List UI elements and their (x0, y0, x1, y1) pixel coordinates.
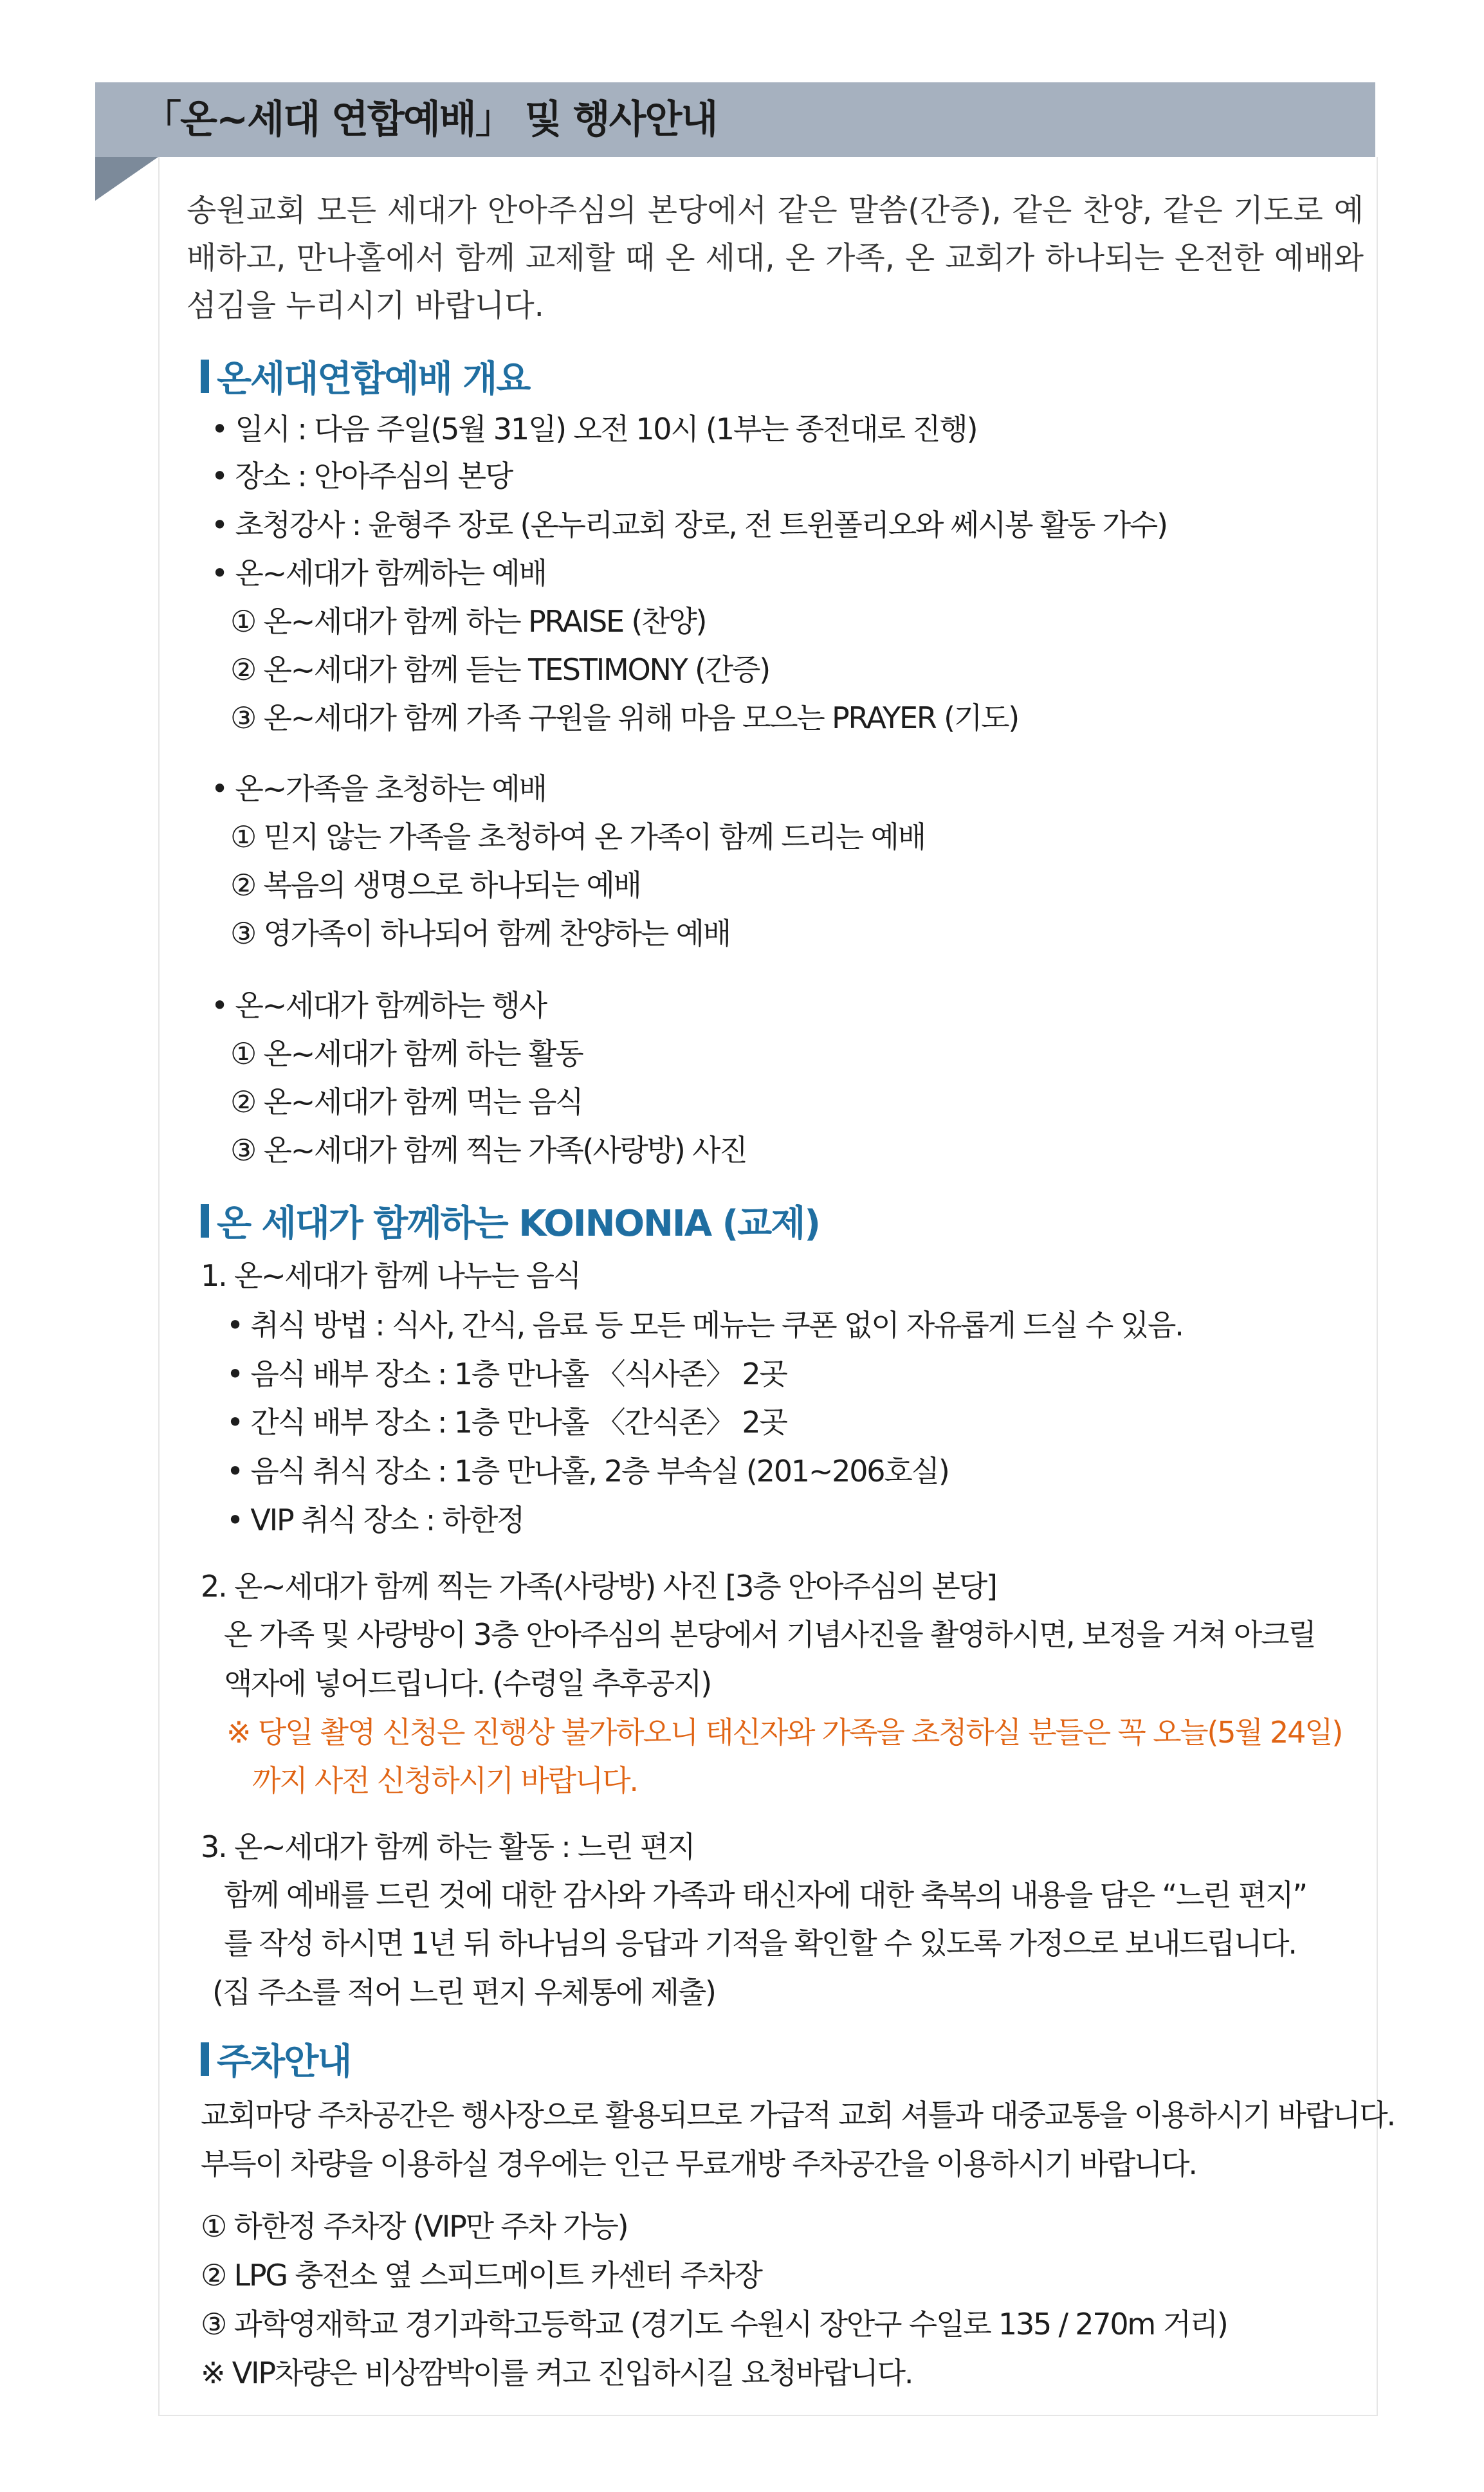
list-item: • 음식 배부 장소 : 1층 만나홀 〈식사존〉 2곳 (226, 1357, 787, 1391)
list-item: • 일시 : 다음 주일(5월 31일) 오전 10시 (1부는 종전대로 진행) (211, 412, 977, 446)
list-item: • VIP 취식 장소 : 하한정 (226, 1503, 524, 1537)
list-item: ※ VIP차량은 비상깜박이를 켜고 진입하시길 요청바랍니다. (201, 2356, 913, 2390)
list-item: • 취식 방법 : 식사, 간식, 음료 등 모든 메뉴는 쿠폰 없이 자유롭게 드실 수 있음. (226, 1308, 1183, 1342)
list-item: ① 하한정 주차장 (VIP만 주차 가능) (201, 2209, 628, 2244)
section-title: 주차안내 (217, 2041, 351, 2083)
list-item: ③ 온~세대가 함께 가족 구원을 위해 마음 모으는 PRAYER (기도) (230, 701, 1019, 735)
list-item: • 온~세대가 함께하는 예배 (211, 556, 546, 591)
list-item: • 온~가족을 초청하는 예배 (211, 771, 546, 806)
section-title: 온세대연합예배 개요 (217, 358, 530, 400)
list-item: 1. 온~세대가 함께 나누는 음식 (201, 1258, 581, 1293)
list-item: ① 온~세대가 함께 하는 활동 (230, 1036, 583, 1071)
list-item: • 초청강사 : 윤형주 장로 (온누리교회 장로, 전 트윈폴리오와 쎄시봉 활동 가수) (211, 508, 1167, 542)
list-item: 를 작성 하시면 1년 뒤 하나님의 응답과 기적을 확인할 수 있도록 가정으로 보내드립니다. (224, 1926, 1296, 1961)
section-heading-koinonia (201, 1195, 820, 1247)
list-item: • 간식 배부 장소 : 1층 만나홀 〈간식존〉 2곳 (226, 1405, 787, 1440)
section-marker (201, 2042, 209, 2076)
list-item: • 온~세대가 함께하는 행사 (211, 988, 546, 1023)
section-marker (201, 360, 209, 393)
section-heading-parking (201, 2033, 351, 2085)
list-item: ② LPG 충전소 옆 스피드메이트 카센터 주차장 (201, 2258, 762, 2293)
list-item: ① 믿지 않는 가족을 초청하여 온 가족이 함께 드리는 예배 (230, 820, 926, 854)
list-item: 함께 예배를 드린 것에 대한 감사와 가족과 태신자에 대한 축복의 내용을 담은 “느린 편지” (224, 1878, 1307, 1912)
header-fold-decoration (95, 157, 158, 201)
list-item: ③ 영가족이 하나되어 함께 찬양하는 예배 (230, 916, 730, 951)
list-item: ③ 온~세대가 함께 찍는 가족(사랑방) 사진 (230, 1133, 747, 1168)
section-heading-overview (201, 351, 529, 402)
list-item: 3. 온~세대가 함께 하는 활동 : 느린 편지 (201, 1829, 695, 1864)
section-marker (201, 1204, 209, 1238)
notice-warning: 까지 사전 신청하시기 바랍니다. (252, 1763, 637, 1798)
list-item: 온 가족 및 사랑방이 3층 안아주심의 본당에서 기념사진을 촬영하시면, 보정을 거쳐 아크릴 (224, 1617, 1315, 1652)
list-item: (집 주소를 적어 느린 편지 우체통에 제출) (212, 1975, 715, 2010)
page-title: 「온~세대 연합예배」 및 행사안내 (143, 97, 717, 142)
list-item: ① 온~세대가 함께 하는 PRAISE (찬양) (230, 604, 706, 639)
list-item: 2. 온~세대가 함께 찍는 가족(사랑방) 사진 [3층 안아주심의 본당] (201, 1569, 996, 1604)
list-item: • 장소 : 안아주심의 본당 (211, 459, 513, 493)
list-item: ③ 과학영재학교 경기과학고등학교 (경기도 수원시 장안구 수일로 135 / 270m 거리) (201, 2307, 1227, 2341)
notice-warning: ※ 당일 촬영 신청은 진행상 불가하오니 태신자와 가족을 초청하실 분들은 꼭 오늘(5월 24일) (226, 1715, 1342, 1750)
list-item: 부득이 차량을 이용하실 경우에는 인근 무료개방 주차공간을 이용하시기 바랍니다. (201, 2147, 1196, 2181)
list-item: 액자에 넣어드립니다. (수령일 추후공지) (224, 1666, 711, 1701)
list-item: 교회마당 주차공간은 행사장으로 활용되므로 가급적 교회 셔틀과 대중교통을 이용하시기 바랍니다. (201, 2098, 1395, 2132)
intro-paragraph: 송원교회 모든 세대가 안아주심의 본당에서 같은 말씀(간증), 같은 찬양, 같은 기도로 예배하고, 만나홀에서 함께 교제할 때 온 세대, 온 가족, 온 교회가 하나되는 온전한 예배와 섬김을 누리시기 바랍니다. (187, 192, 1364, 324)
list-item: ② 복음의 생명으로 하나되는 예배 (230, 868, 641, 902)
section-title: 온 세대가 함께하는 KOINONIA (교제) (217, 1203, 820, 1245)
list-item: ② 온~세대가 함께 먹는 음식 (230, 1085, 583, 1119)
list-item: ② 온~세대가 함께 듣는 TESTIMONY (간증) (230, 652, 769, 687)
list-item: • 음식 취식 장소 : 1층 만나홀, 2층 부속실 (201~206호실) (226, 1454, 949, 1489)
